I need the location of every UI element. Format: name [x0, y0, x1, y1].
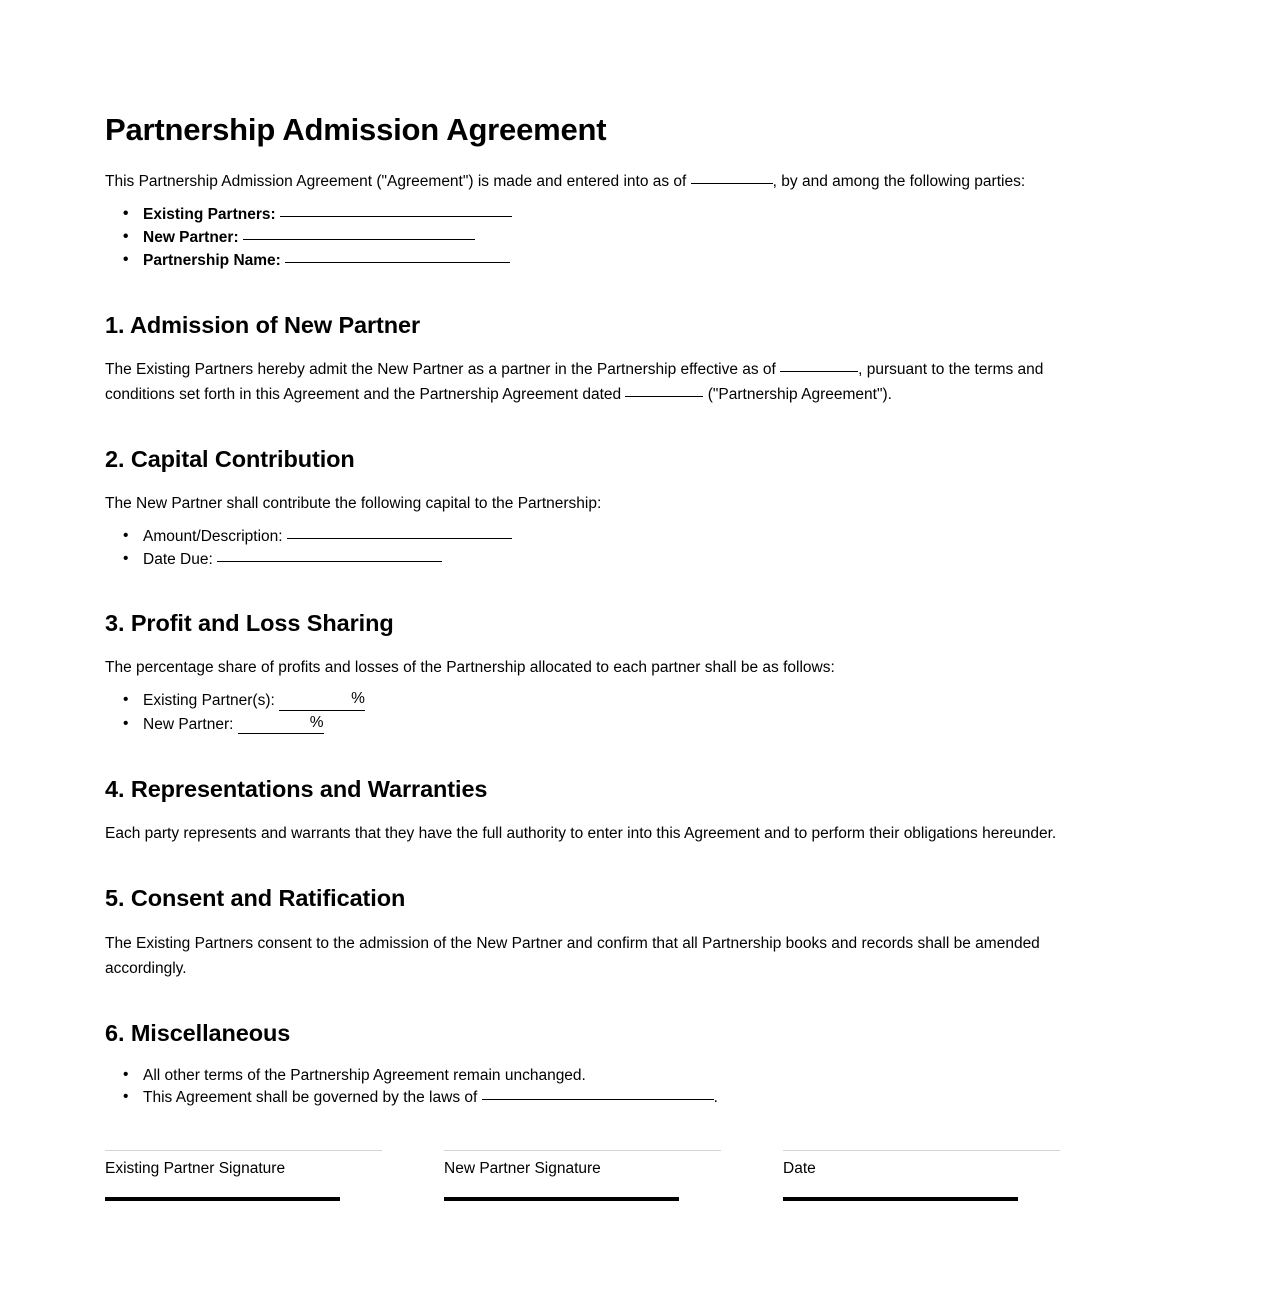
signature-line-date[interactable]	[783, 1197, 1018, 1201]
list-item	[143, 1087, 1089, 1109]
profit-loss-list	[105, 690, 1089, 737]
list-item	[143, 227, 1089, 250]
list-item	[143, 549, 1089, 571]
signature-cell-new-partner	[444, 1150, 721, 1201]
signature-label-date: Date	[783, 1160, 816, 1177]
section-heading-representations-warranties: 4. Representations and Warranties	[105, 776, 488, 803]
list-item	[143, 714, 1089, 737]
intro-date-blank[interactable]	[691, 183, 773, 184]
profit-existing-label: Existing Partner(s):	[143, 692, 275, 710]
intro-text-after: , by and among the following parties:	[772, 172, 1026, 190]
section-4-paragraph: Each party represents and warrants that they have the full authority to enter into this Agreement and to perform their obligations hereunder.	[105, 825, 1057, 843]
section-1-text-part2: , pursuant to the terms and conditions set forth in this Agreement and the Partnership Agreement dated	[105, 360, 1044, 403]
new-partner-blank[interactable]	[243, 239, 475, 240]
signature-label-existing-partner: Existing Partner Signature	[105, 1160, 286, 1177]
section-1-text-part1: The Existing Partners hereby admit the New Partner as a partner in the Partnership effective as of	[105, 360, 776, 378]
signature-line-new-partner[interactable]	[444, 1197, 679, 1201]
intro-text-before: This Partnership Admission Agreement ("Agreement") is made and entered into as of	[105, 172, 687, 190]
percent-sign-new: %	[309, 713, 324, 731]
section-5-paragraph: The Existing Partners consent to the admission of the New Partner and confirm that all Partnership books and records shall be amended accordingly.	[105, 934, 1040, 977]
capital-date-due-blank[interactable]	[217, 561, 442, 562]
profit-existing-blank[interactable]	[279, 688, 365, 710]
partnership-name-blank[interactable]	[285, 262, 510, 263]
signature-block	[105, 1150, 1089, 1201]
list-item	[143, 204, 1089, 227]
list-item	[143, 1065, 1089, 1087]
signature-label-new-partner: New Partner Signature	[444, 1160, 601, 1177]
section-heading-miscellaneous: 6. Miscellaneous	[105, 1019, 291, 1046]
section-heading-consent-ratification: 5. Consent and Ratification	[105, 885, 406, 912]
misc-item-governing-law-prefix: This Agreement shall be governed by the laws of	[143, 1089, 478, 1107]
section-2-intro: The New Partner shall contribute the following capital to the Partnership:	[105, 495, 602, 513]
section-1-paragraph	[105, 357, 1089, 407]
signature-cell-existing-partner	[105, 1150, 382, 1201]
profit-new-blank[interactable]	[238, 712, 324, 734]
list-item	[143, 526, 1089, 548]
list-item	[143, 690, 1089, 713]
section-heading-profit-loss-sharing: 3. Profit and Loss Sharing	[105, 610, 394, 637]
profit-new-label: New Partner:	[143, 715, 234, 733]
intro-paragraph	[105, 169, 1089, 194]
party-label-existing-partners: Existing Partners:	[143, 205, 276, 223]
misc-item-governing-law-suffix: .	[713, 1089, 718, 1107]
document-body	[105, 112, 1089, 1116]
section-heading-capital-contribution: 2. Capital Contribution	[105, 446, 355, 473]
signature-line-existing-partner[interactable]	[105, 1197, 340, 1201]
misc-item-unchanged-terms: All other terms of the Partnership Agreement remain unchanged.	[143, 1067, 586, 1085]
list-item	[143, 250, 1089, 273]
capital-contribution-list	[105, 526, 1089, 571]
parties-list	[105, 204, 1089, 273]
page-title: Partnership Admission Agreement	[105, 112, 607, 147]
capital-amount-blank[interactable]	[287, 538, 512, 539]
section-1-agreement-date-blank[interactable]	[625, 396, 703, 397]
capital-date-due-label: Date Due:	[143, 550, 213, 568]
capital-amount-label: Amount/Description:	[143, 528, 283, 546]
signature-cell-date	[783, 1150, 1060, 1201]
section-heading-admission: 1. Admission of New Partner	[105, 311, 421, 338]
party-label-new-partner: New Partner:	[143, 228, 239, 246]
party-label-partnership-name: Partnership Name:	[143, 251, 281, 269]
section-1-effective-date-blank[interactable]	[780, 371, 858, 372]
section-3-intro: The percentage share of profits and losses of the Partnership allocated to each partner shall be as follows:	[105, 659, 835, 677]
percent-sign-existing: %	[351, 690, 365, 708]
section-1-text-part3: ("Partnership Agreement").	[707, 385, 892, 403]
miscellaneous-list	[105, 1065, 1089, 1110]
existing-partners-blank[interactable]	[280, 216, 512, 217]
governing-law-blank[interactable]	[482, 1099, 714, 1100]
